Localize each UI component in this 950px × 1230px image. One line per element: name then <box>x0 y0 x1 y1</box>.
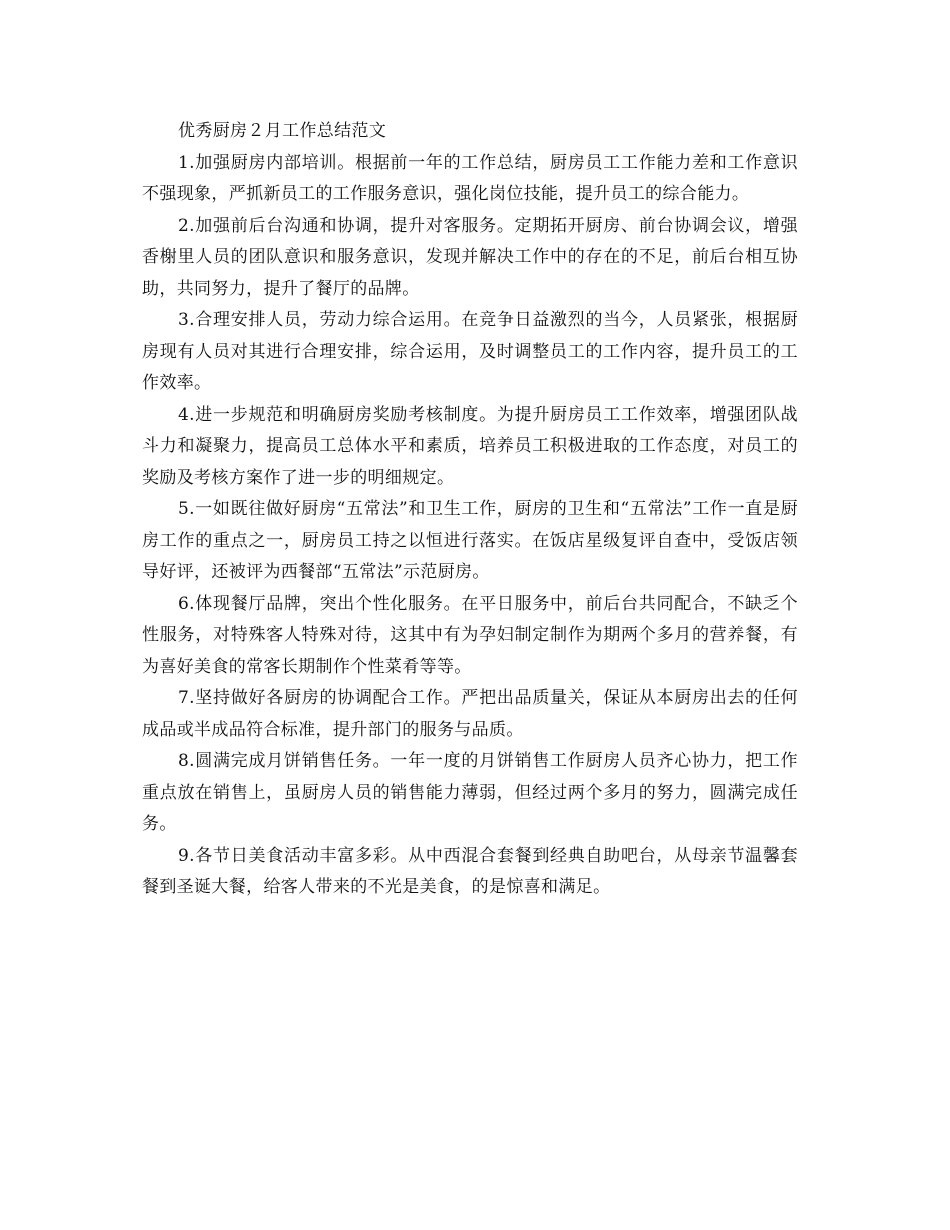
paragraph-1: 1.加强厨房内部培训。根据前一年的工作总结，厨房员工工作能力差和工作意识不强现象，严抓新员工的工作服务意识，强化岗位技能，提升员工的综合能力。 <box>142 152 798 204</box>
paragraph-4: 4.进一步规范和明确厨房奖励考核制度。为提升厨房员工工作效率，增强团队战斗力和凝聚力，提高员工总体水平和素质，培养员工积极进取的工作态度，对员工的奖励及考核方案作了进一步的明细规定。 <box>142 404 798 488</box>
paragraph-6: 6.体现餐厅品牌，突出个性化服务。在平日服务中，前后台共同配合，不缺乏个性服务，对特殊客人特殊对待，这其中有为孕妇制定制作为期两个多月的营养餐，有为喜好美食的常客长期制作个性菜肴等等。 <box>142 593 798 677</box>
document-title: 优秀厨房２月工作总结范文 <box>178 121 387 141</box>
paragraph-2: 2.加强前后台沟通和协调，提升对客服务。定期拓开厨房、前台协调会议，增强香榭里人员的团队意识和服务意识，发现并解决工作中的存在的不足，前后台相互协助，共同努力，提升了餐厅的品牌。 <box>142 215 798 299</box>
paragraph-9: 9.各节日美食活动丰富多彩。从中西混合套餐到经典自助吧台，从母亲节温馨套餐到圣诞大餐，给客人带来的不光是美食，的是惊喜和满足。 <box>142 845 798 897</box>
paragraph-3: 3.合理安排人员，劳动力综合运用。在竞争日益激烈的当今，人员紧张，根据厨房现有人员对其进行合理安排，综合运用，及时调整员工的工作内容，提升员工的工作效率。 <box>142 310 798 393</box>
document-body <box>142 116 798 904</box>
paragraph-8: 8.圆满完成月饼销售任务。一年一度的月饼销售工作厨房人员齐心协力，把工作重点放在销售上，虽厨房人员的销售能力薄弱，但经过两个多月的努力，圆满完成任务。 <box>142 751 798 834</box>
paragraph-7: 7.坚持做好各厨房的协调配合工作。严把出品质量关，保证从本厨房出去的任何成品或半成品符合标准，提升部门的服务与品质。 <box>142 688 798 740</box>
paragraph-5: 5.一如既往做好厨房“五常法”和卫生工作，厨房的卫生和“五常法”工作一直是厨房工作的重点之一，厨房员工持之以恒进行落实。在饭店星级复评自查中，受饭店领导好评，还被评为西餐部“五常法”示范厨房。 <box>142 499 798 582</box>
